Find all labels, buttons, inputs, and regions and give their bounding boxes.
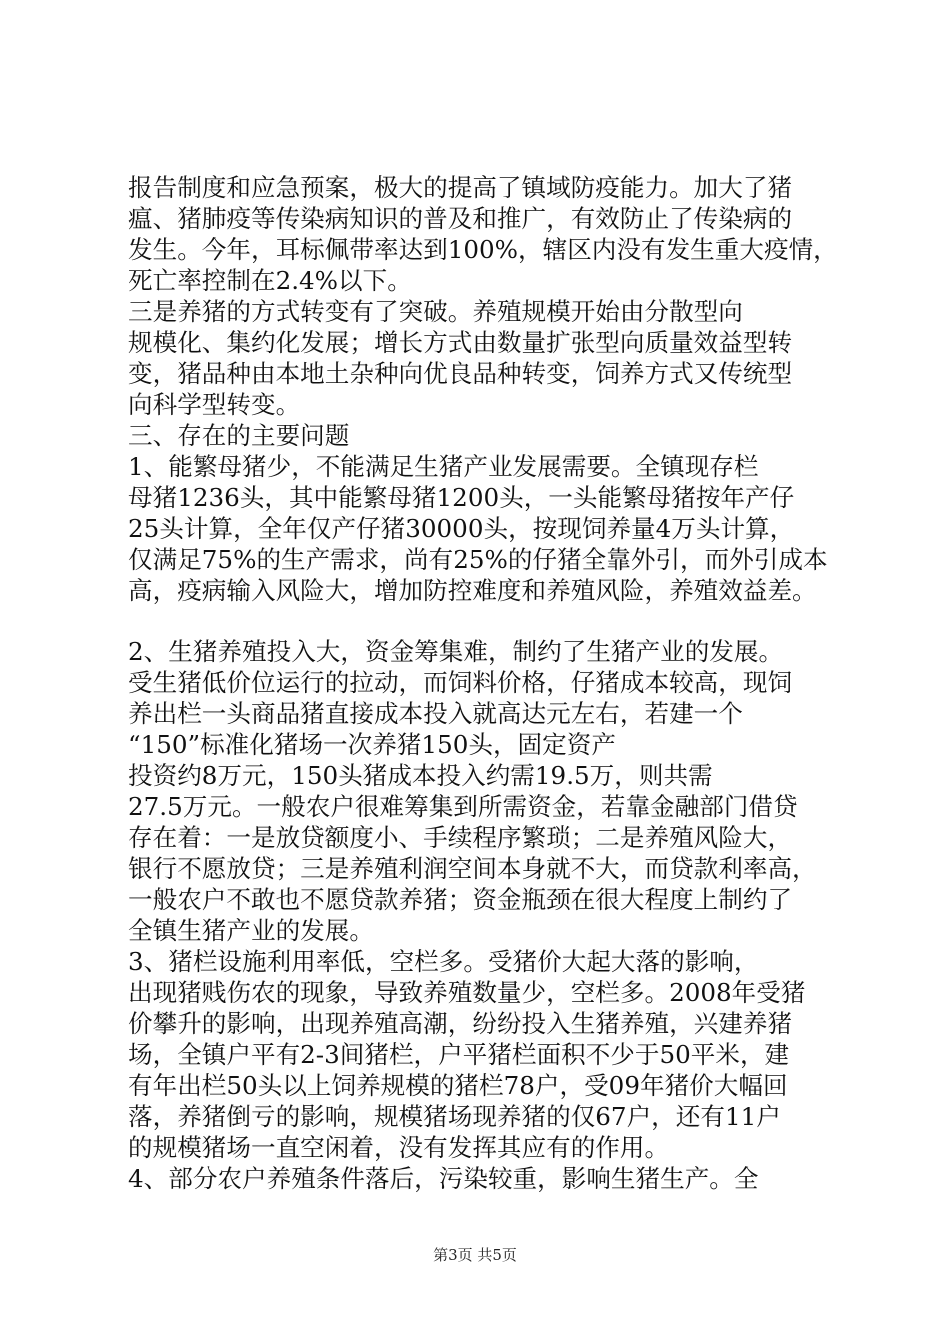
text-line: 一般农户不敢也不愿贷款养猪；资金瓶颈在很大程度上制约了 [128,885,793,914]
text-line: 价攀升的影响，出现养殖高潮，纷纷投入生猪养殖，兴建养猪 [128,1009,793,1038]
text-line: 母猪1236头，其中能繁母猪1200头，一头能繁母猪按年产仔 [128,483,795,512]
text-line: “150”标准化猪场一次养猪150头，固定资产 [128,730,616,759]
text-line: 仅满足75%的生产需求，尚有25%的仔猪全靠外引，而外引成本 [128,545,828,574]
text-line: 高，疫病输入风险大，增加防控难度和养殖风险，养殖效益差。 [128,576,817,605]
text-line: 全镇生猪产业的发展。 [128,916,374,945]
document-body [128,172,858,1194]
text-line: 有年出栏50头以上饲养规模的猪栏78户，受09年猪价大幅回 [128,1071,788,1100]
text-line: 27.5万元。一般农户很难筹集到所需资金，若靠金融部门借贷 [128,792,798,821]
text-line: 瘟、猪肺疫等传染病知识的普及和推广，有效防止了传染病的 [128,204,793,233]
text-line: 银行不愿放贷；三是养殖利润空间本身就不大，而贷款利率高， [128,854,817,883]
text-line: 变，猪品种由本地土杂种向优良品种转变，饲养方式又传统型 [128,359,793,388]
text-line: 2、生猪养殖投入大，资金筹集难，制约了生猪产业的发展。 [128,637,784,666]
text-line: 落，养猪倒亏的影响，规模猪场现养猪的仅67户，还有11户 [128,1102,781,1131]
text-line: 死亡率控制在2.4%以下。 [128,266,412,295]
text-line: 4、部分农户养殖条件落后，污染较重，影响生猪生产。全 [128,1164,759,1193]
text-line: 发生。今年，耳标佩带率达到100%，辖区内没有发生重大疫情， [128,235,838,264]
text-line: 投资约8万元，150头猪成本投入约需19.5万，则共需 [128,761,713,790]
text-line: 的规模猪场一直空闲着，没有发挥其应有的作用。 [128,1133,670,1162]
text-line: 1、能繁母猪少，不能满足生猪产业发展需要。全镇现存栏 [128,452,759,481]
text-line: 规模化、集约化发展；增长方式由数量扩张型向质量效益型转 [128,328,793,357]
text-line: 存在着：一是放贷额度小、手续程序繁琐；二是养殖风险大， [128,823,793,852]
text-line: 25头计算，全年仅产仔猪30000头，按现饲养量4万头计算， [128,514,795,543]
text-line: 三是养猪的方式转变有了突破。养殖规模开始由分散型向 [128,297,743,326]
text-line: 养出栏一头商品猪直接成本投入就高达元左右，若建一个 [128,699,743,728]
section-heading: 三、存在的主要问题 [128,421,350,450]
text-line: 3、猪栏设施利用率低，空栏多。受猪价大起大落的影响， [128,947,759,976]
text-line: 受生猪低价位运行的拉动，而饲料价格，仔猪成本较高，现饲 [128,668,793,697]
text-line: 报告制度和应急预案，极大的提高了镇域防疫能力。加大了猪 [128,173,793,202]
page-number-footer: 第3页 共5页 [433,1246,517,1264]
text-line: 出现猪贱伤农的现象，导致养殖数量少，空栏多。2008年受猪 [128,978,806,1007]
text-line: 场，全镇户平有2-3间猪栏，户平猪栏面积不少于50平米，建 [128,1040,790,1069]
text-line: 向科学型转变。 [128,390,301,419]
